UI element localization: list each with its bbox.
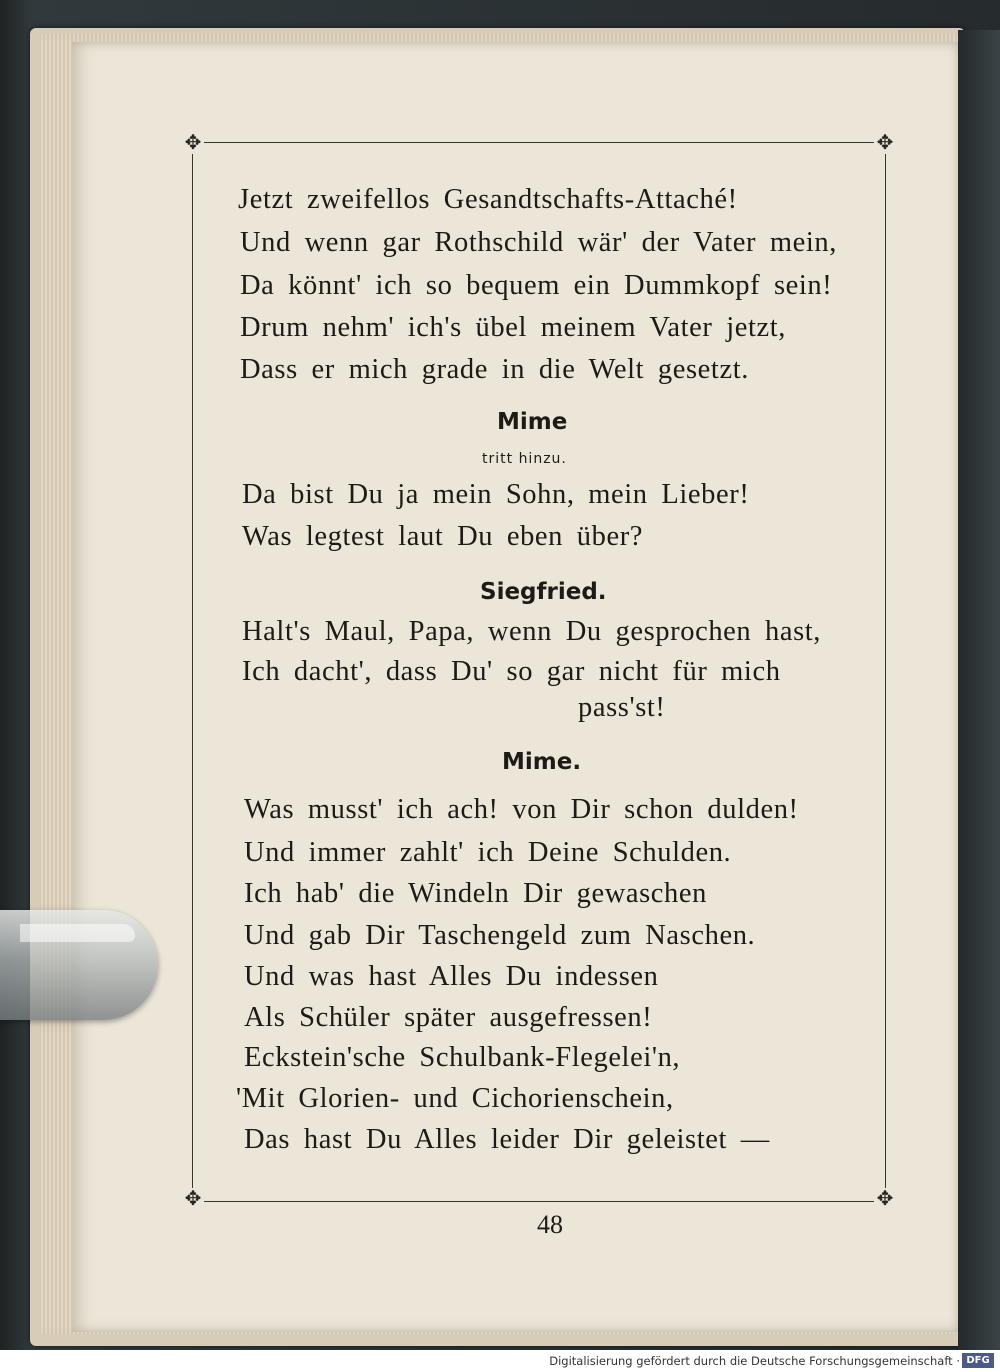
verse-line: Und immer zahlt' ich Deine Schulden.	[244, 837, 732, 868]
page-number: 48	[537, 1210, 563, 1239]
corner-ornament-icon: ✥	[874, 1188, 896, 1210]
verse-line: Ich hab' die Windeln Dir gewaschen	[244, 878, 708, 909]
corner-ornament-icon: ✥	[182, 132, 204, 154]
speaker-name: Siegfried.	[480, 579, 607, 605]
verse-line: Und gab Dir Taschengeld zum Naschen.	[244, 920, 756, 951]
verse-line: Was musst' ich ach! von Dir schon dulden!	[244, 794, 799, 825]
corner-ornament-icon: ✥	[182, 1188, 204, 1210]
glass-bookmark-clip	[0, 910, 158, 1020]
verse-line: Eckstein'sche Schulbank-Flegelei'n,	[244, 1042, 681, 1073]
speaker-name: Mime.	[502, 749, 582, 775]
verse-line: Dass er mich grade in die Welt gesetzt.	[240, 354, 749, 385]
verse-line: Als Schüler später ausgefressen!	[244, 1002, 653, 1033]
verse-line: Das hast Du Alles leider Dir geleistet —	[244, 1124, 770, 1155]
footer-credit: Digitalisierung gefördert durch die Deutsche Forschungsgemeinschaft ·	[549, 1354, 960, 1368]
verse-line: Und was hast Alles Du indessen	[244, 961, 659, 992]
verse-line-continuation: pass'st!	[578, 692, 666, 723]
speaker-name: Mime	[497, 409, 568, 435]
dfg-logo: DFG	[962, 1353, 994, 1368]
stage-direction: tritt hinzu.	[482, 451, 567, 467]
verse-line: Ich dacht', dass Du' so gar nicht für mich	[242, 656, 781, 687]
facing-page-edge	[958, 30, 1000, 1350]
verse-line: Jetzt zweifellos Gesandtschafts-Attaché!	[238, 184, 738, 215]
verse-line: Und wenn gar Rothschild wär' der Vater mein,	[240, 227, 837, 258]
verse-line: Was legtest laut Du eben über?	[242, 521, 644, 552]
verse-line: Da bist Du ja mein Sohn, mein Lieber!	[242, 479, 750, 510]
verse-line: 'Mit Glorien- und Cichorienschein,	[236, 1083, 674, 1114]
corner-ornament-icon: ✥	[874, 132, 896, 154]
verse-line: Da könnt' ich so bequem ein Dummkopf sein!	[240, 270, 833, 301]
verse-line: Halt's Maul, Papa, wenn Du gesprochen hast,	[242, 616, 822, 647]
verse-line: Drum nehm' ich's übel meinem Vater jetzt,	[240, 312, 787, 343]
